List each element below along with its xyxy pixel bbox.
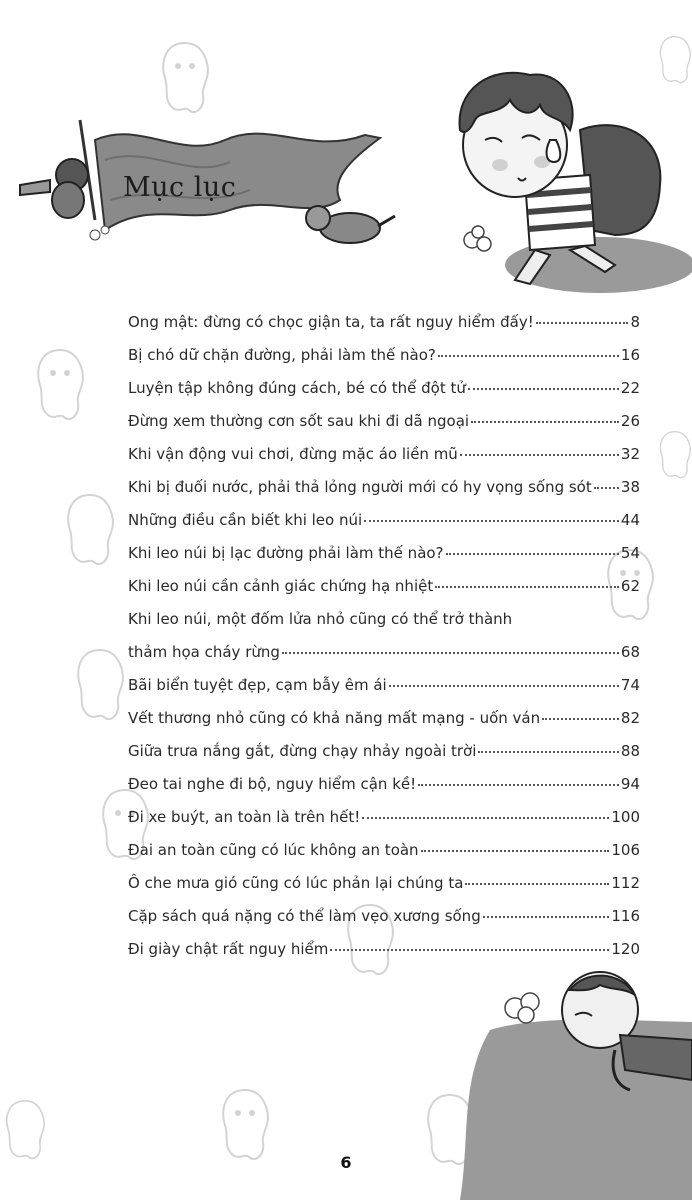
toc-entry[interactable]	[128, 504, 640, 537]
dot-leader	[471, 420, 619, 423]
toc-entry-title: Khi vận động vui chơi, đừng mặc áo liền mũ	[128, 445, 458, 463]
toc-entry-page: 62	[620, 577, 640, 595]
dot-leader	[594, 486, 619, 489]
toc-entry[interactable]	[128, 669, 640, 702]
toc-entry-title: Khi leo núi cần cảnh giác chứng hạ nhiệt	[128, 577, 434, 595]
dot-leader	[438, 354, 619, 357]
toc-entry-title: Đi giày chật rất nguy hiểm	[128, 940, 329, 958]
toc-entry[interactable]	[128, 438, 640, 471]
toc-entry-title: Bị chó dữ chặn đường, phải làm thế nào?	[128, 346, 436, 364]
toc-entry-page: 106	[611, 841, 640, 859]
dot-leader	[446, 552, 619, 555]
dot-leader	[483, 915, 610, 918]
toc-entry-page: 26	[620, 412, 640, 430]
dot-leader	[542, 717, 619, 720]
toc-entry-page: 8	[630, 313, 640, 331]
ghost-doodle-icon	[30, 345, 90, 425]
dot-leader	[362, 816, 609, 819]
toc-entry-title: Đi xe buýt, an toàn là trên hết!	[128, 808, 361, 826]
toc-entry-page: 112	[611, 874, 640, 892]
dot-leader	[389, 684, 619, 687]
toc-entry[interactable]	[128, 339, 640, 372]
page-title: Mục lục	[123, 172, 237, 203]
toc-entry-page: 32	[620, 445, 640, 463]
dot-leader	[435, 585, 619, 588]
toc-entry-title: Ong mật: đừng có chọc giận ta, ta rất nguy hiểm đấy!	[128, 313, 534, 331]
dot-leader	[364, 519, 619, 522]
toc-entry-page: 120	[611, 940, 640, 958]
toc-entry-page: 82	[620, 709, 640, 727]
toc-entry-title: Vết thương nhỏ cũng có khả năng mất mạng - uốn ván	[128, 709, 541, 727]
toc-entry-title: Khi leo núi bị lạc đường phải làm thế nào?	[128, 544, 444, 562]
toc-entry-page: 54	[620, 544, 640, 562]
toc-entry[interactable]	[128, 867, 640, 900]
dot-leader	[418, 783, 619, 786]
toc-entry-page: 74	[620, 676, 640, 694]
dot-leader	[330, 948, 609, 951]
dot-leader	[460, 453, 619, 456]
toc-entry[interactable]	[128, 735, 640, 768]
dot-leader	[282, 651, 619, 654]
toc-entry-page: 22	[620, 379, 640, 397]
boy-with-backpack-illustration	[430, 60, 692, 300]
toc-entry-title: Đeo tai nghe đi bộ, nguy hiểm cận kề!	[128, 775, 417, 793]
toc-entry[interactable]	[128, 537, 640, 570]
toc-entry-title: Đai an toàn cũng có lúc không an toàn	[128, 841, 419, 859]
dot-leader	[421, 849, 610, 852]
toc-entry-title: Đừng xem thường cơn sốt sau khi đi dã ngoại	[128, 412, 470, 430]
toc-entry-title: Khi bị đuối nước, phải thả lỏng người mới có hy vọng sống sót	[128, 478, 592, 496]
ghost-doodle-icon	[70, 640, 130, 730]
dot-leader	[468, 387, 619, 390]
toc-entry-title: Ô che mưa gió cũng có lúc phản lại chúng ta	[128, 874, 464, 892]
ghost-doodle-icon	[655, 415, 692, 495]
toc-entry[interactable]	[128, 834, 640, 867]
toc-entry[interactable]	[128, 900, 640, 933]
toc-entry[interactable]	[128, 768, 640, 801]
toc-entry-page: 38	[620, 478, 640, 496]
toc-entry-page: 44	[620, 511, 640, 529]
toc-entry-title: Cặp sách quá nặng có thể làm vẹo xương sống	[128, 907, 481, 925]
dot-leader	[478, 750, 619, 753]
toc-entry-page: 116	[611, 907, 640, 925]
toc-entry[interactable]	[128, 570, 640, 603]
toc-entry-page: 94	[620, 775, 640, 793]
toc-entry-title-line2: thảm họa cháy rừng	[128, 643, 280, 661]
toc-entry-title-line1[interactable]: Khi leo núi, một đốm lửa nhỏ cũng có thể trở thành	[128, 610, 513, 628]
toc-entry-page: 100	[611, 808, 640, 826]
dot-leader	[536, 321, 629, 324]
toc-entry-title: Bãi biển tuyệt đẹp, cạm bẫy êm ái	[128, 676, 387, 694]
table-of-contents	[128, 306, 640, 966]
toc-entry-page: 16	[620, 346, 640, 364]
toc-entry[interactable]	[128, 405, 640, 438]
toc-entry[interactable]	[128, 801, 640, 834]
toc-entry-page: 68	[620, 643, 640, 661]
toc-entry[interactable]	[128, 702, 640, 735]
toc-entry[interactable]	[128, 372, 640, 405]
toc-entry-page: 88	[620, 742, 640, 760]
toc-entry[interactable]	[128, 636, 640, 669]
toc-entry-title: Giữa trưa nắng gắt, đừng chạy nhảy ngoài trời	[128, 742, 477, 760]
toc-entry-title: Luyện tập không đúng cách, bé có thể đột tử	[128, 379, 466, 397]
page-number: 6	[340, 1153, 352, 1172]
ghost-doodle-icon	[60, 490, 120, 570]
toc-entry-title: Những điều cần biết khi leo núi	[128, 511, 363, 529]
dot-leader	[465, 882, 609, 885]
toc-entry[interactable]	[128, 471, 640, 504]
toc-entry[interactable]	[128, 306, 640, 339]
